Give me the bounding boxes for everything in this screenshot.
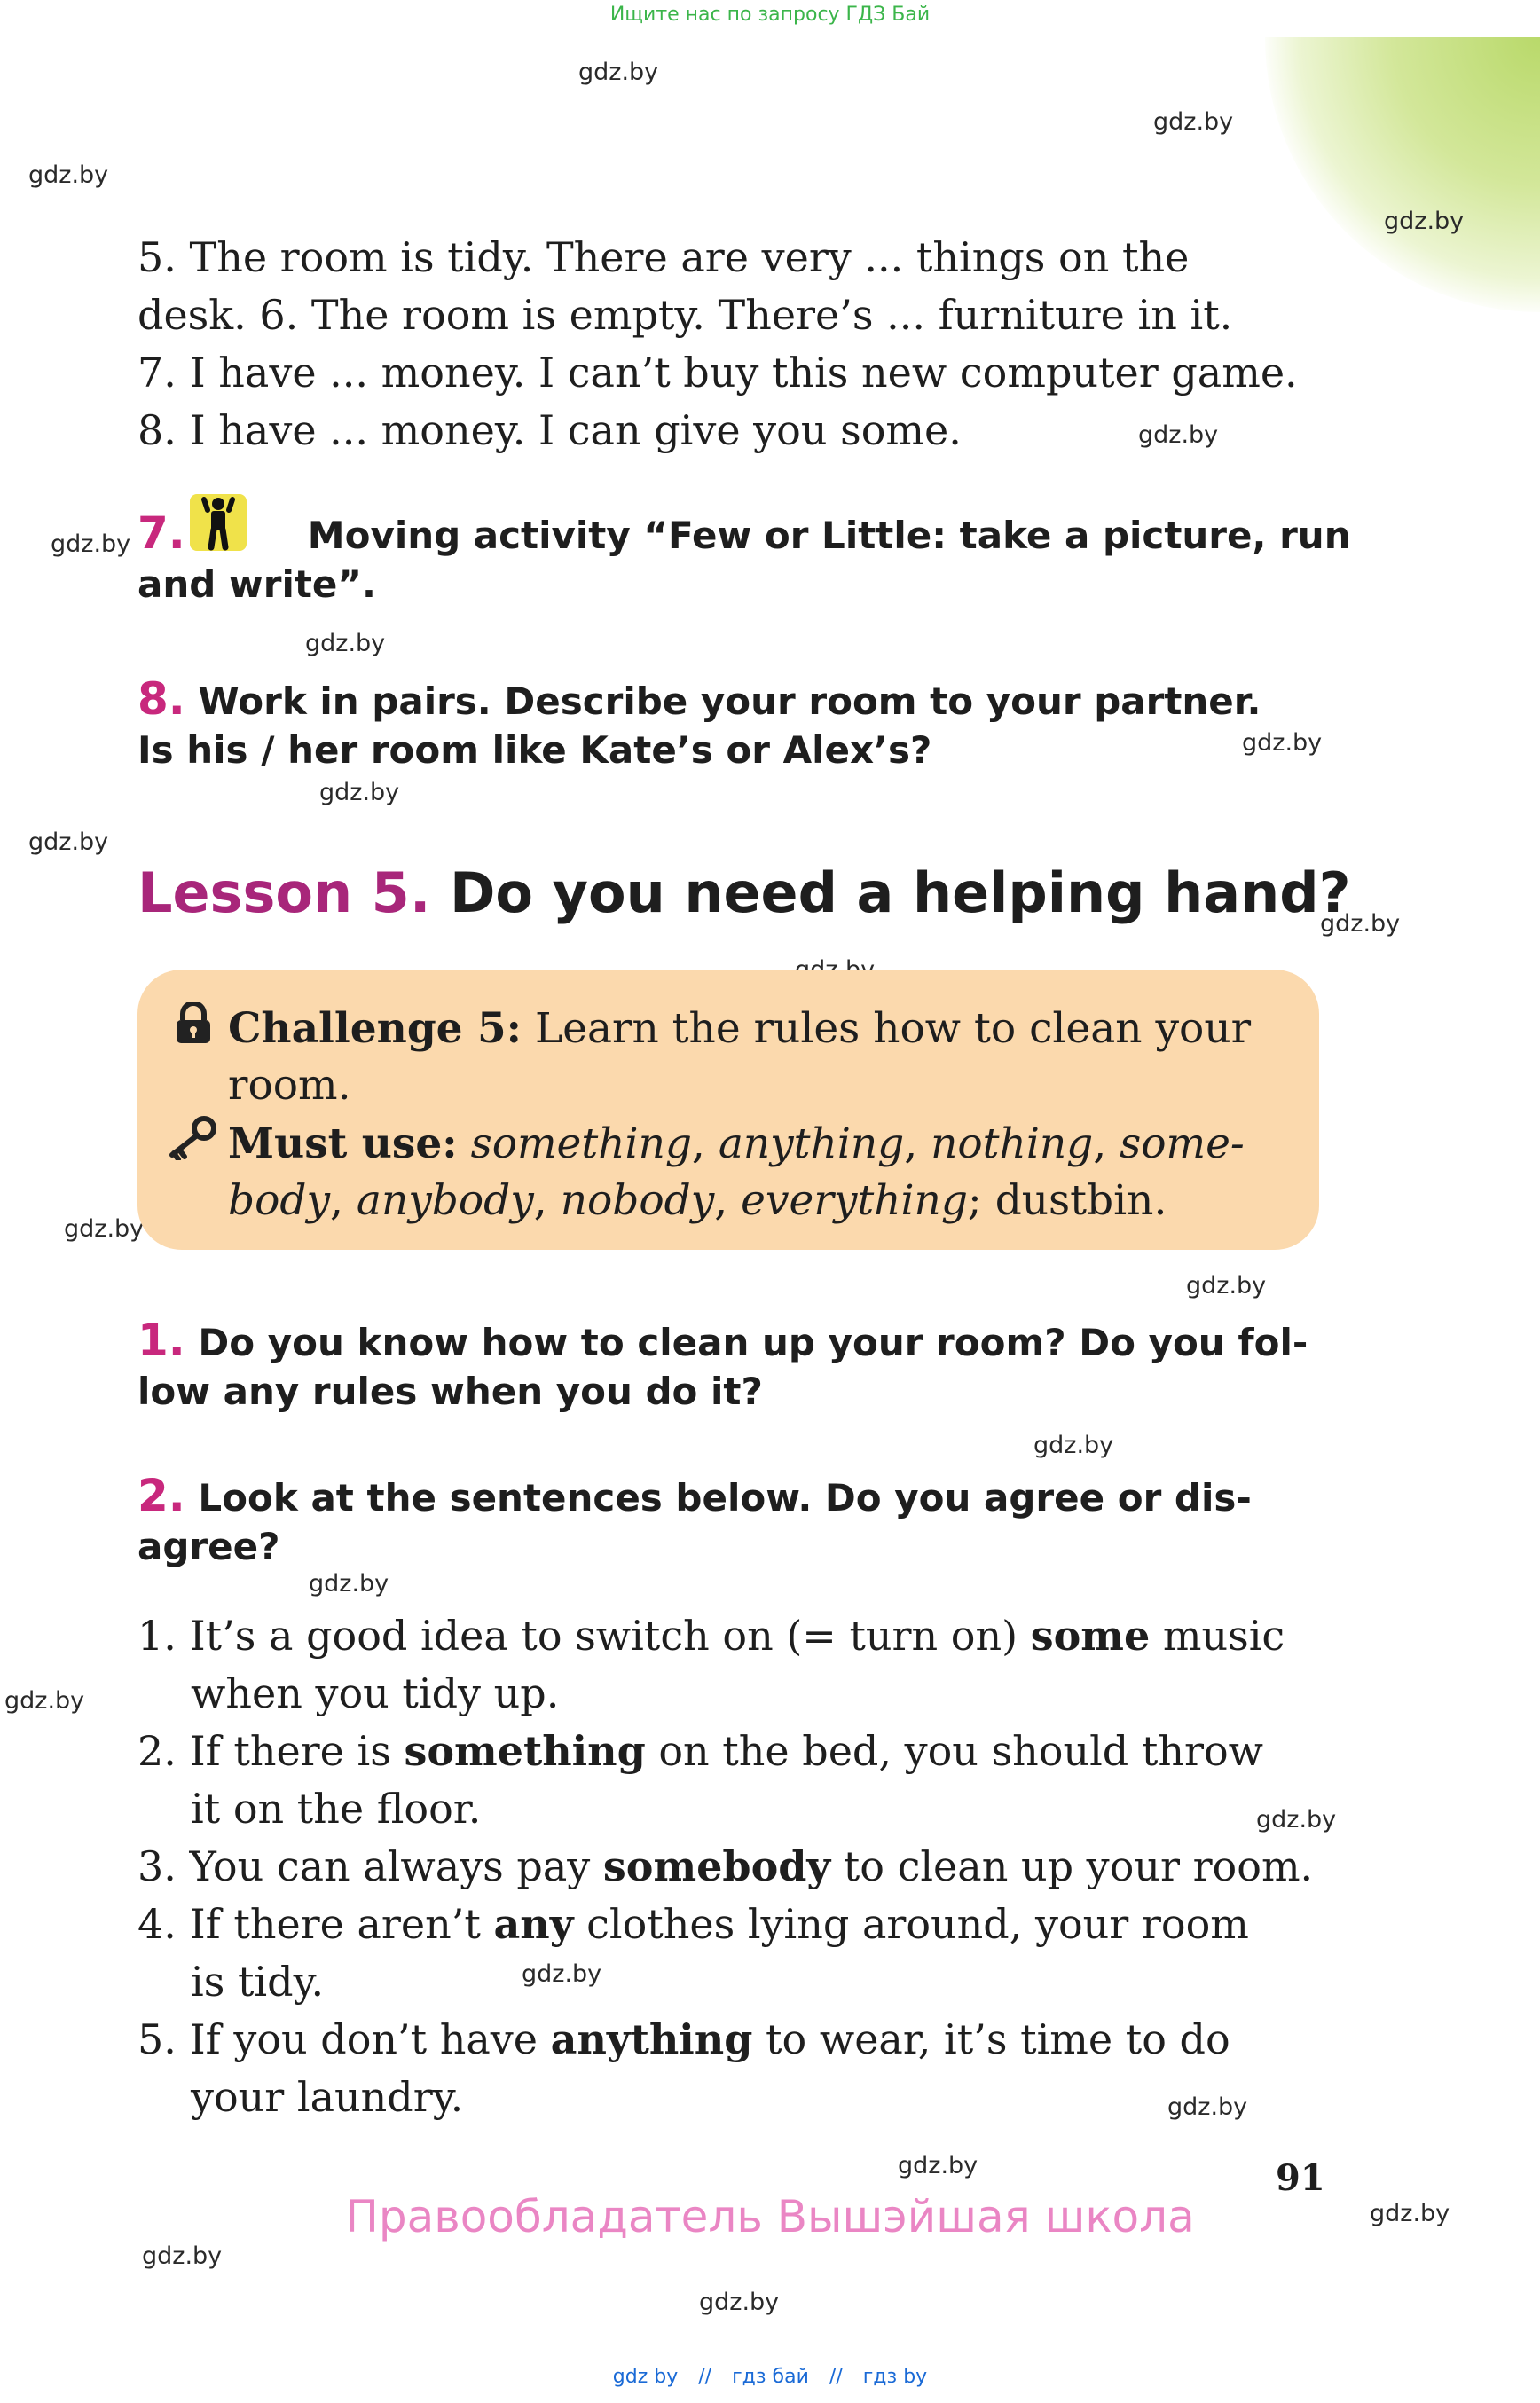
watermark: gdz.by (305, 630, 386, 657)
must-use-line-2: body, anybody, nobody, everything; dustbin. (228, 1176, 1167, 1225)
task-text: Look at the sentences below. Do you agree or dis- (198, 1476, 1252, 1520)
sentence-keyword: somebody (602, 1842, 831, 1890)
watermark: gdz.by (522, 1960, 602, 1988)
lock-icon (174, 1002, 213, 1045)
rights-holder: Правообладатель Вышэйшая школа (345, 2191, 1195, 2242)
page-number: 91 (1276, 2157, 1325, 2199)
challenge-line-1 (228, 1004, 1251, 1053)
task-text: Work in pairs. Describe your room to your partner. (198, 679, 1261, 723)
corner-decoration (1265, 37, 1540, 312)
watermark: gdz.by (1138, 421, 1219, 449)
bottom-link[interactable]: гдз бай (732, 2366, 809, 2388)
challenge-line-2: room. (228, 1061, 351, 1110)
exercise-line: 8. I have ... money. I can give you some. (138, 406, 962, 454)
sentence-text: music (1150, 1612, 1285, 1660)
sentence-4 (138, 1896, 1249, 1953)
exercise-line: 5. The room is tidy. There are very ... things on the (138, 233, 1190, 281)
watermark: gdz.by (1033, 1432, 1114, 1459)
must-word: anything (718, 1119, 905, 1168)
lesson-heading (138, 860, 1351, 925)
lesson-title: Do you need a helping hand? (449, 860, 1351, 925)
task-2-line2: agree? (138, 1525, 280, 1568)
sentence-keyword: some (1030, 1612, 1151, 1660)
separator: // (829, 2366, 843, 2388)
sentence-5 (138, 2011, 1230, 2069)
sentence-keyword: any (493, 1900, 574, 1948)
key-icon (165, 1116, 218, 1160)
watermark: gdz.by (898, 2152, 978, 2179)
watermark: gdz.by (64, 1215, 145, 1243)
sentence-2 (138, 1723, 1263, 1780)
sentence-text: 2. If there is (138, 1727, 405, 1775)
bottom-link[interactable]: гдз by (862, 2366, 928, 2388)
sentence-3 (138, 1838, 1313, 1896)
task-1 (138, 1315, 1308, 1369)
sentence-keyword: anything (550, 2015, 753, 2063)
task-text: Moving activity “Few or Little: take a picture, run (307, 514, 1351, 557)
must-tail: ; dustbin. (967, 1176, 1167, 1225)
task-1-line2: low any rules when you do it? (138, 1370, 763, 1413)
sentence-text: 5. If you don’t have (138, 2015, 551, 2063)
watermark: gdz.by (1153, 108, 1234, 136)
sentence-keyword: something (404, 1727, 646, 1775)
bottom-links (0, 2366, 1540, 2388)
task-number: 8. (138, 673, 185, 725)
sentence-text: to clean up your room. (830, 1842, 1314, 1890)
top-banner[interactable]: Ищите нас по запросу ГДЗ Бай (609, 4, 931, 26)
exercise-line: 7. I have ... money. I can’t buy this new computer game. (138, 349, 1298, 397)
task-number: 2. (138, 1470, 185, 1521)
must-use-label: Must use: (228, 1119, 458, 1168)
sentence-text: 4. If there aren’t (138, 1900, 494, 1948)
watermark: gdz.by (1242, 729, 1323, 757)
must-word: anybody (356, 1176, 534, 1225)
must-word: something (470, 1119, 692, 1168)
task-7-line2: and write”. (138, 562, 376, 606)
sentence-1 (138, 1607, 1285, 1665)
must-word: everything (741, 1176, 968, 1225)
task-8 (138, 673, 1261, 727)
watermark: gdz.by (1370, 2200, 1450, 2227)
bottom-link[interactable]: gdz by (612, 2366, 679, 2388)
sentence-text: 1. It’s a good idea to switch on (= turn on) (138, 1612, 1031, 1660)
must-word: nothing (931, 1119, 1094, 1168)
task-2 (138, 1470, 1252, 1524)
task-8-line2: Is his / her room like Kate’s or Alex’s? (138, 728, 932, 772)
must-word: some- (1120, 1119, 1245, 1168)
must-use-line-1: Must use: something, anything, nothing, some- (228, 1119, 1245, 1168)
sentence-text: 3. You can always pay (138, 1842, 603, 1890)
sentence-4-cont: is tidy. (191, 1958, 325, 2006)
watermark: gdz.by (699, 2289, 780, 2316)
task-number: 7. (138, 507, 185, 559)
exercise-line: desk. 6. The room is empty. There’s ... furniture in it. (138, 291, 1233, 339)
sentence-2-cont: it on the floor. (191, 1785, 482, 1833)
watermark: gdz.by (51, 530, 131, 558)
watermark: gdz.by (28, 828, 109, 856)
challenge-text: Learn the rules how to clean your (522, 1004, 1252, 1053)
sentence-text: clothes lying around, your room (573, 1900, 1249, 1948)
task-text: Do you know how to clean up your room? Do you fol- (198, 1321, 1308, 1364)
watermark: gdz.by (4, 1687, 85, 1715)
sentence-1-cont: when you tidy up. (191, 1669, 560, 1717)
lesson-number: Lesson 5. (138, 860, 431, 925)
watermark: gdz.by (142, 2242, 223, 2270)
sentence-5-cont: your laundry. (191, 2073, 464, 2121)
watermark: gdz.by (1256, 1806, 1337, 1834)
watermark: gdz.by (1186, 1272, 1267, 1300)
task-number: 1. (138, 1315, 185, 1366)
must-word: body (228, 1176, 331, 1225)
watermark: gdz.by (578, 59, 659, 86)
task-7 (138, 507, 1351, 561)
sentence-text: on the bed, you should throw (645, 1727, 1264, 1775)
watermark: gdz.by (1167, 2093, 1248, 2121)
moving-figure-icon (190, 494, 247, 551)
watermark: gdz.by (309, 1570, 389, 1598)
watermark: gdz.by (319, 779, 400, 806)
separator: // (698, 2366, 712, 2388)
sentence-text: to wear, it’s time to do (752, 2015, 1230, 2063)
watermark: gdz.by (1320, 910, 1401, 938)
watermark: gdz.by (28, 161, 109, 189)
must-word: nobody (560, 1176, 715, 1225)
challenge-label: Challenge 5: (228, 1004, 522, 1053)
watermark: gdz.by (1384, 208, 1465, 235)
